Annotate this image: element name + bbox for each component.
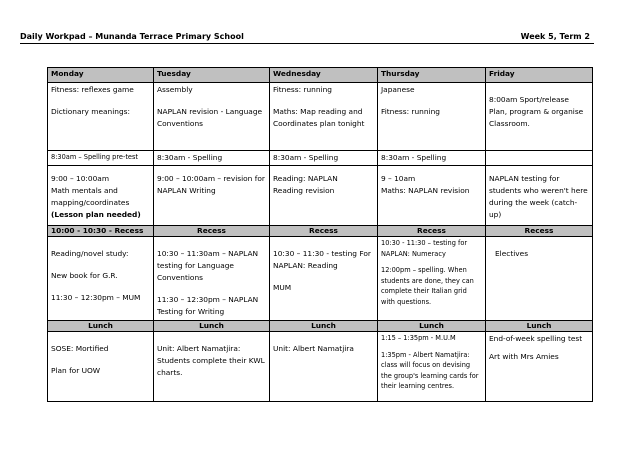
cell-wednesday-spelling: 8:30am - Spelling [270,151,378,166]
cell-text: Fitness: running [381,107,440,116]
day-header-friday: Friday [486,68,593,83]
lunch-row [48,321,593,332]
day-header-row [48,68,593,83]
lunch-monday: Lunch [48,321,154,332]
recess-wednesday: Recess [270,226,378,237]
cell-text: Fitness: reflexes game [51,85,134,94]
lunch-tuesday: Lunch [154,321,270,332]
cell-monday-spelling: 8:30am – Spelling pre-test [48,151,154,166]
cell-tuesday-morning [154,83,270,151]
cell-tuesday-midday [154,237,270,321]
cell-text: 10:30 – 11:30am – NAPLAN testing for Language Conventions [157,249,259,282]
cell-monday-morning [48,83,154,151]
cell-friday-midday [486,237,593,321]
cell-text: Electives [495,249,529,258]
cell-text: Art with Mrs Amies [489,352,559,361]
cell-thursday-midday [378,237,486,321]
cell-wednesday-morning [270,83,378,151]
cell-monday-afternoon [48,332,154,402]
cell-text: 12:00pm – spelling. When students are done, they can complete their Italian grid with questions. [381,266,474,306]
cell-text: 11:30 – 12:30pm – NAPLAN Testing for Writing [157,295,259,316]
cell-text: 10:30 - 11:30 – testing for NAPLAN: Numeracy [381,239,468,258]
cell-text: 9:00 – 10:00am – revision for NAPLAN Writing [157,174,265,195]
cell-text: Unit: Albert Namatjira [273,344,354,353]
cell-tuesday-9am [154,166,270,226]
table-row [48,237,593,321]
cell-text: 11:30 – 12:30pm – MUM [51,293,141,302]
cell-text: New book for G.R. [51,271,118,280]
lunch-friday: Lunch [486,321,593,332]
cell-text: Dictionary meanings: [51,107,130,116]
cell-text: NAPLAN testing for students who weren't here during the week (catch-up) [489,174,588,219]
cell-text: 1:15 – 1:35pm - M.U.M [381,334,456,342]
page-header [20,32,594,44]
table-row [48,83,593,151]
cell-monday-9am [48,166,154,226]
cell-monday-midday [48,237,154,321]
cell-text: Maths: Map reading and Coordinates plan tonight [273,107,365,128]
cell-text: Reading/novel study: [51,249,129,258]
cell-thursday-9am [378,166,486,226]
cell-wednesday-afternoon [270,332,378,402]
recess-row [48,226,593,237]
cell-text: Reading revision [273,186,335,195]
cell-text: SOSE: Mortified [51,344,109,353]
table-row [48,151,593,166]
cell-wednesday-midday [270,237,378,321]
day-header-thursday: Thursday [378,68,486,83]
lunch-thursday: Lunch [378,321,486,332]
cell-text: End-of-week spelling test [489,334,583,343]
recess-thursday: Recess [378,226,486,237]
cell-text: 9:00 – 10:00am [51,174,110,183]
cell-text: MUM [273,283,292,292]
workpad-table [47,67,593,402]
cell-tuesday-afternoon [154,332,270,402]
cell-friday-9am [486,166,593,226]
cell-text: Plan for UOW [51,366,101,375]
cell-thursday-morning [378,83,486,151]
cell-wednesday-9am [270,166,378,226]
cell-friday-spelling [486,151,593,166]
week-term-label: Week 5, Term 2 [520,32,590,41]
recess-monday: 10:00 - 10:30 - Recess [48,226,154,237]
day-header-monday: Monday [48,68,154,83]
cell-text: (Lesson plan needed) [51,210,141,219]
cell-tuesday-spelling: 8:30am - Spelling [154,151,270,166]
document-title: Daily Workpad – Munanda Terrace Primary School [20,32,244,41]
table-row [48,166,593,226]
recess-tuesday: Recess [154,226,270,237]
cell-text: Math mentals and mapping/coordinates [51,186,130,207]
cell-text: Japanese [381,85,415,94]
cell-text: Fitness: running [273,85,332,94]
cell-text: Reading: NAPLAN [273,174,338,183]
recess-friday: Recess [486,226,593,237]
cell-text: 10:30 – 11:30 - testing For NAPLAN: Reading [273,249,371,270]
cell-text: NAPLAN revision - Language Conventions [157,107,263,128]
cell-text: Unit: Albert Namatjira: Students complete their KWL charts. [157,344,265,377]
cell-text: 1:35pm - Albert Namatjira: class will focus on devising the group's learning cards for their learning centres. [381,350,479,390]
cell-thursday-spelling: 8:30am - Spelling [378,151,486,166]
day-header-tuesday: Tuesday [154,68,270,83]
cell-friday-morning [486,83,593,151]
table-row [48,332,593,402]
cell-text: 9 – 10am [381,174,416,183]
day-header-wednesday: Wednesday [270,68,378,83]
cell-friday-afternoon [486,332,593,402]
lunch-wednesday: Lunch [270,321,378,332]
cell-thursday-afternoon [378,332,486,402]
cell-text: Maths: NAPLAN revision [381,186,470,195]
cell-text: Assembly [157,85,193,94]
cell-text: 8:00am Sport/release Plan, program & organise Classroom. [489,95,584,128]
